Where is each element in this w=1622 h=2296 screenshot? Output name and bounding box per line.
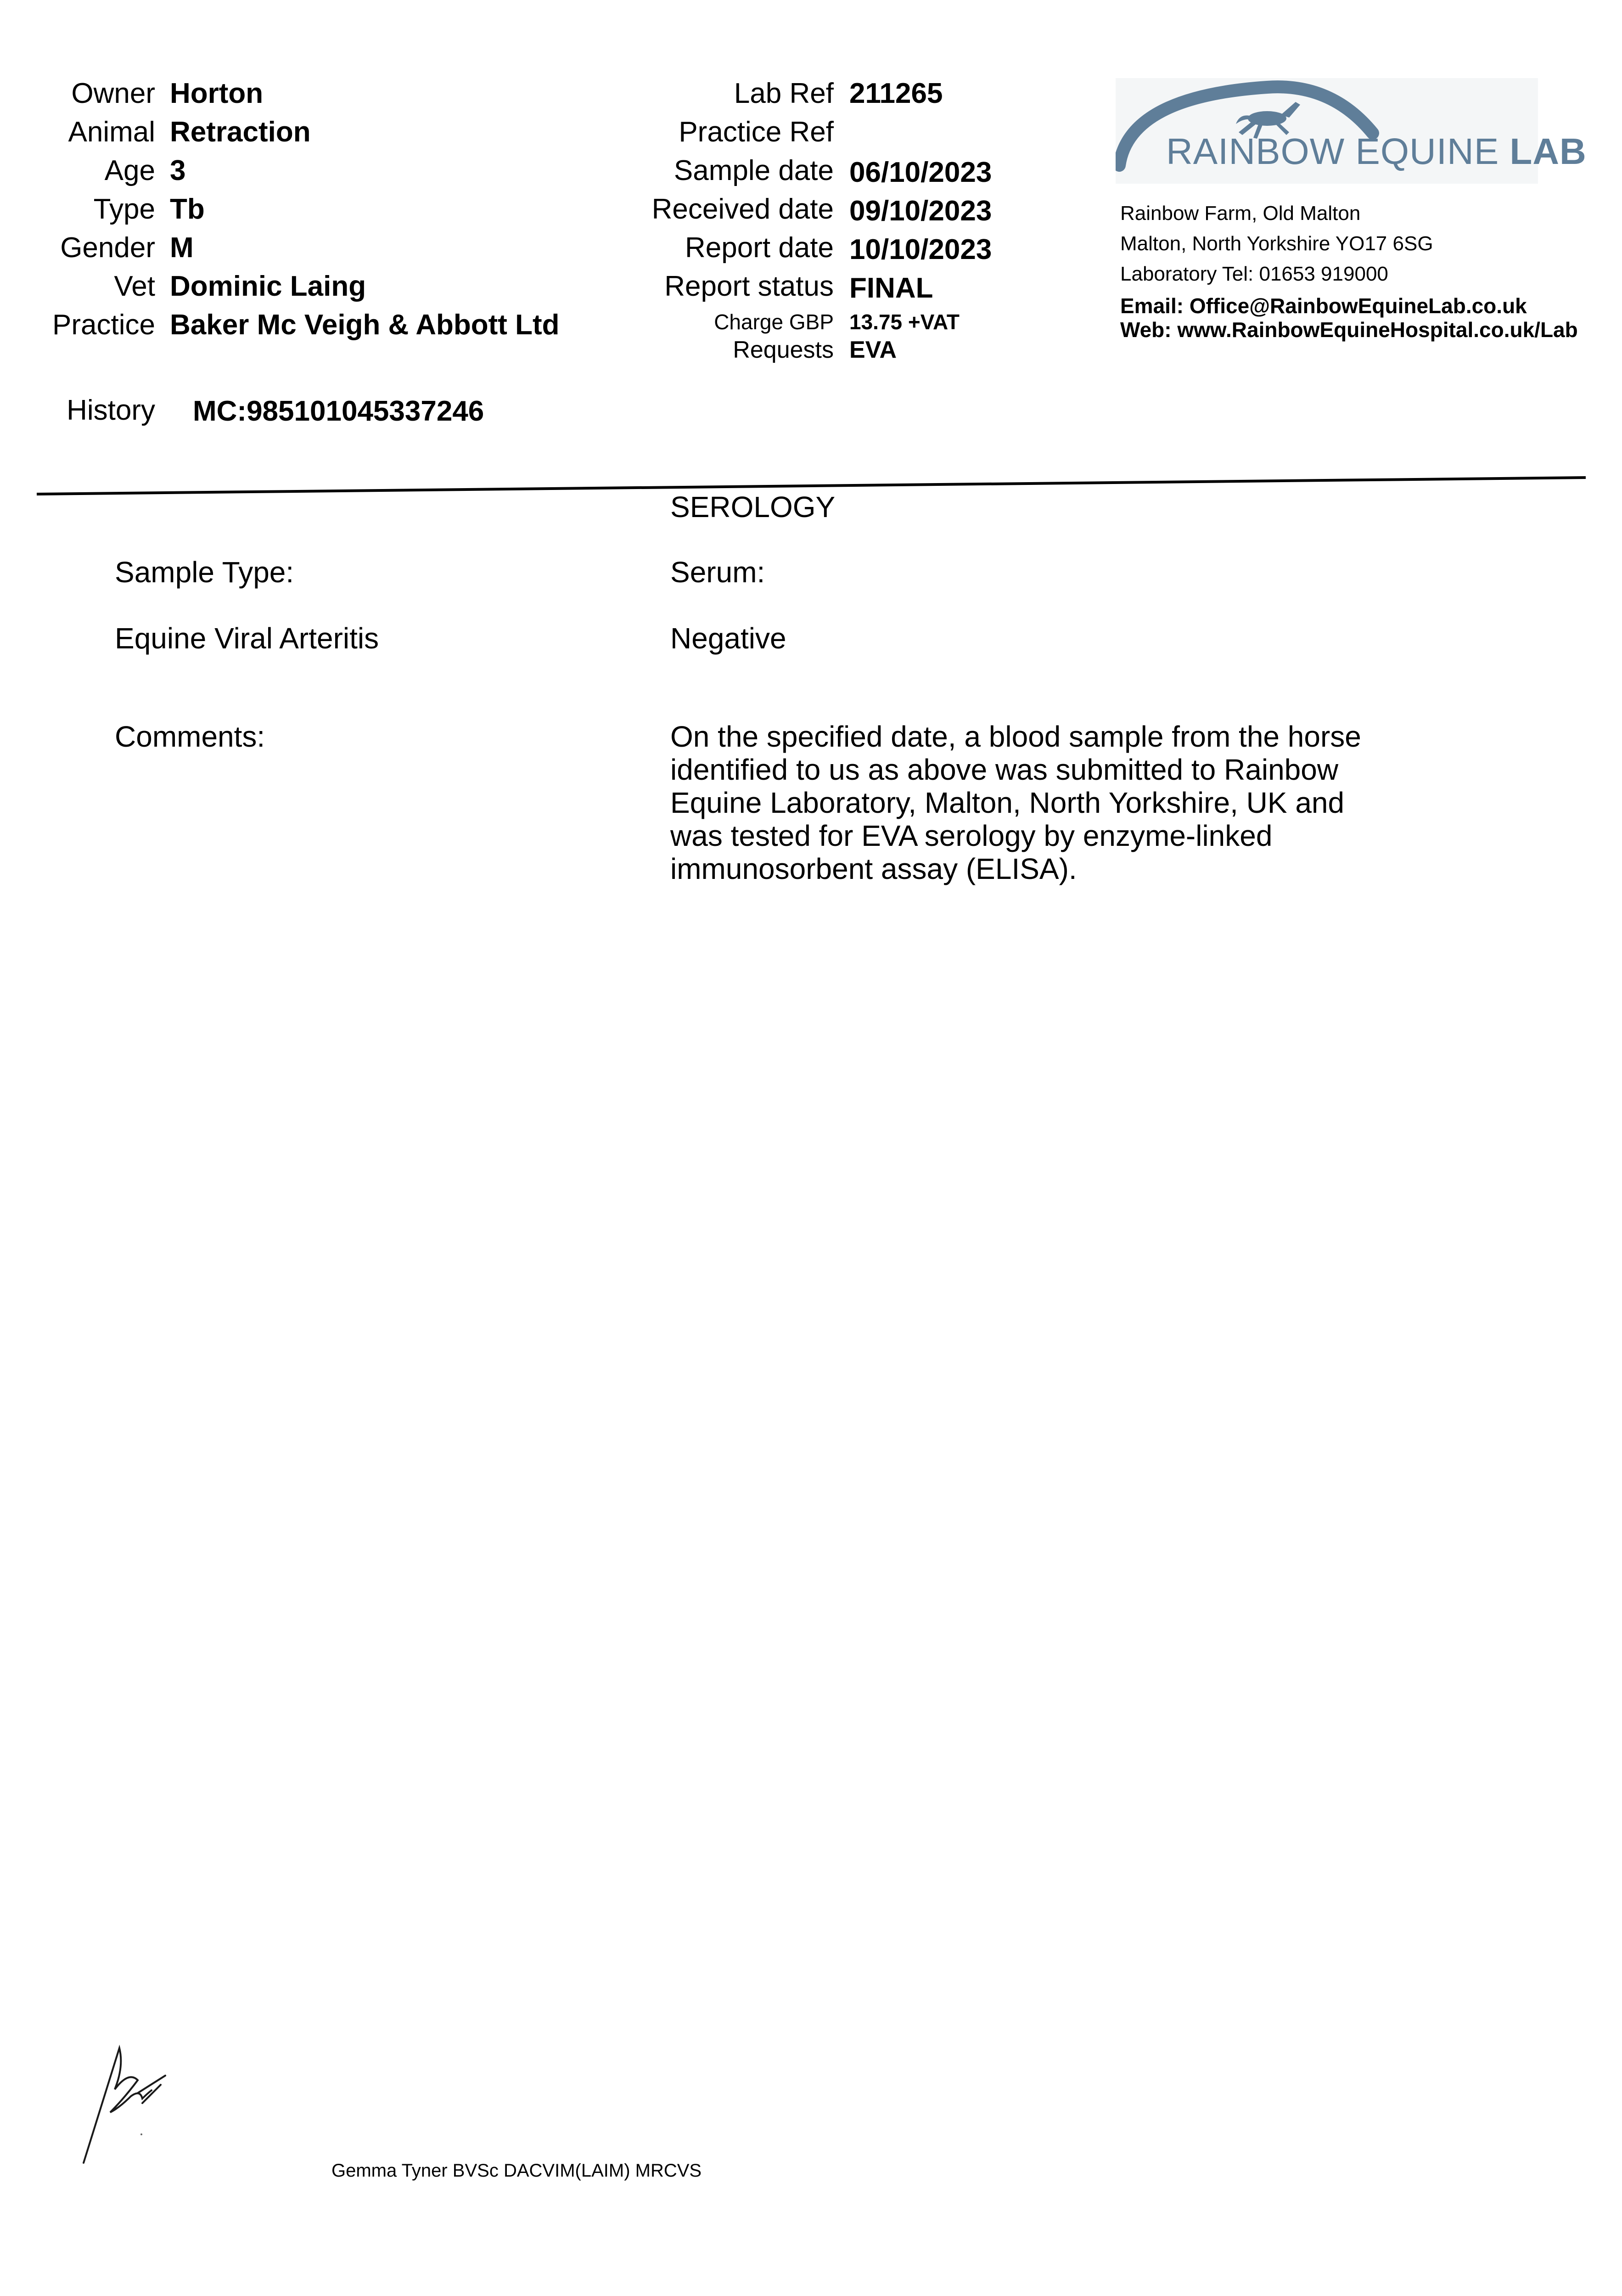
- test-name: Equine Viral Arteritis: [115, 622, 379, 655]
- comments-label: Comments:: [115, 720, 265, 753]
- gender-label: Gender: [60, 232, 155, 264]
- section-title: SEROLOGY: [670, 490, 836, 523]
- report-date-label: Report date: [685, 232, 834, 264]
- requests-value: EVA: [849, 337, 897, 363]
- lab-email[interactable]: Email: Office@RainbowEquineLab.co.uk: [1120, 294, 1527, 318]
- owner-value: Horton: [170, 78, 264, 109]
- logo-text-light: RAINBOW EQUINE: [1166, 131, 1510, 172]
- logo-text-bold: LAB: [1510, 131, 1587, 172]
- history-label: History: [67, 394, 155, 426]
- animal-label: Animal: [68, 116, 155, 148]
- owner-label: Owner: [71, 78, 155, 109]
- age-value: 3: [170, 155, 186, 186]
- charge-value: 13.75 +VAT: [849, 310, 960, 334]
- gender-value: M: [170, 232, 194, 264]
- practice-label: Practice: [52, 309, 155, 341]
- report-status-label: Report status: [664, 270, 834, 302]
- requests-label: Requests: [733, 337, 834, 363]
- signatory-name: Gemma Tyner BVSc DACVIM(LAIM) MRCVS: [331, 2161, 702, 2181]
- lab-web[interactable]: Web: www.RainbowEquineHospital.co.uk/Lab: [1120, 318, 1578, 342]
- sample-type-value: Serum:: [670, 556, 765, 589]
- lab-tel: Laboratory Tel: 01653 919000: [1120, 263, 1388, 285]
- animal-value: Retraction: [170, 116, 311, 148]
- charge-label: Charge GBP: [714, 310, 834, 334]
- logo-wordmark: [1166, 129, 1587, 174]
- vet-value: Dominic Laing: [170, 270, 366, 302]
- lab-ref-value: 211265: [849, 78, 943, 109]
- practice-value: Baker Mc Veigh & Abbott Ltd: [170, 309, 560, 341]
- lab-ref-label: Lab Ref: [734, 78, 834, 109]
- report-date-value: 10/10/2023: [849, 234, 992, 265]
- history-value: MC:985101045337246: [193, 395, 484, 427]
- sample-date-label: Sample date: [673, 155, 834, 186]
- received-date-label: Received date: [651, 193, 834, 225]
- practice-ref-label: Practice Ref: [679, 116, 834, 148]
- test-result: Negative: [670, 622, 786, 655]
- received-date-value: 09/10/2023: [849, 195, 992, 227]
- lab-logo: [1116, 78, 1587, 184]
- type-label: Type: [93, 193, 155, 225]
- sample-date-value: 06/10/2023: [849, 157, 992, 188]
- address-line-1: Rainbow Farm, Old Malton: [1120, 202, 1361, 225]
- sample-type-label: Sample Type:: [115, 556, 294, 589]
- type-value: Tb: [170, 193, 205, 225]
- comments-text: On the specified date, a blood sample from the horse identified to us as above was submitted to Rainbow Equine Laboratory, Malton, North Yorkshire, UK and was tested for EVA serology by enzyme-linked immunosorbent assay (ELISA).: [670, 720, 1361, 885]
- signature-image: [73, 2039, 184, 2172]
- vet-label: Vet: [114, 270, 155, 302]
- address-line-2: Malton, North Yorkshire YO17 6SG: [1120, 232, 1433, 255]
- age-label: Age: [104, 155, 155, 186]
- report-status-value: FINAL: [849, 272, 933, 304]
